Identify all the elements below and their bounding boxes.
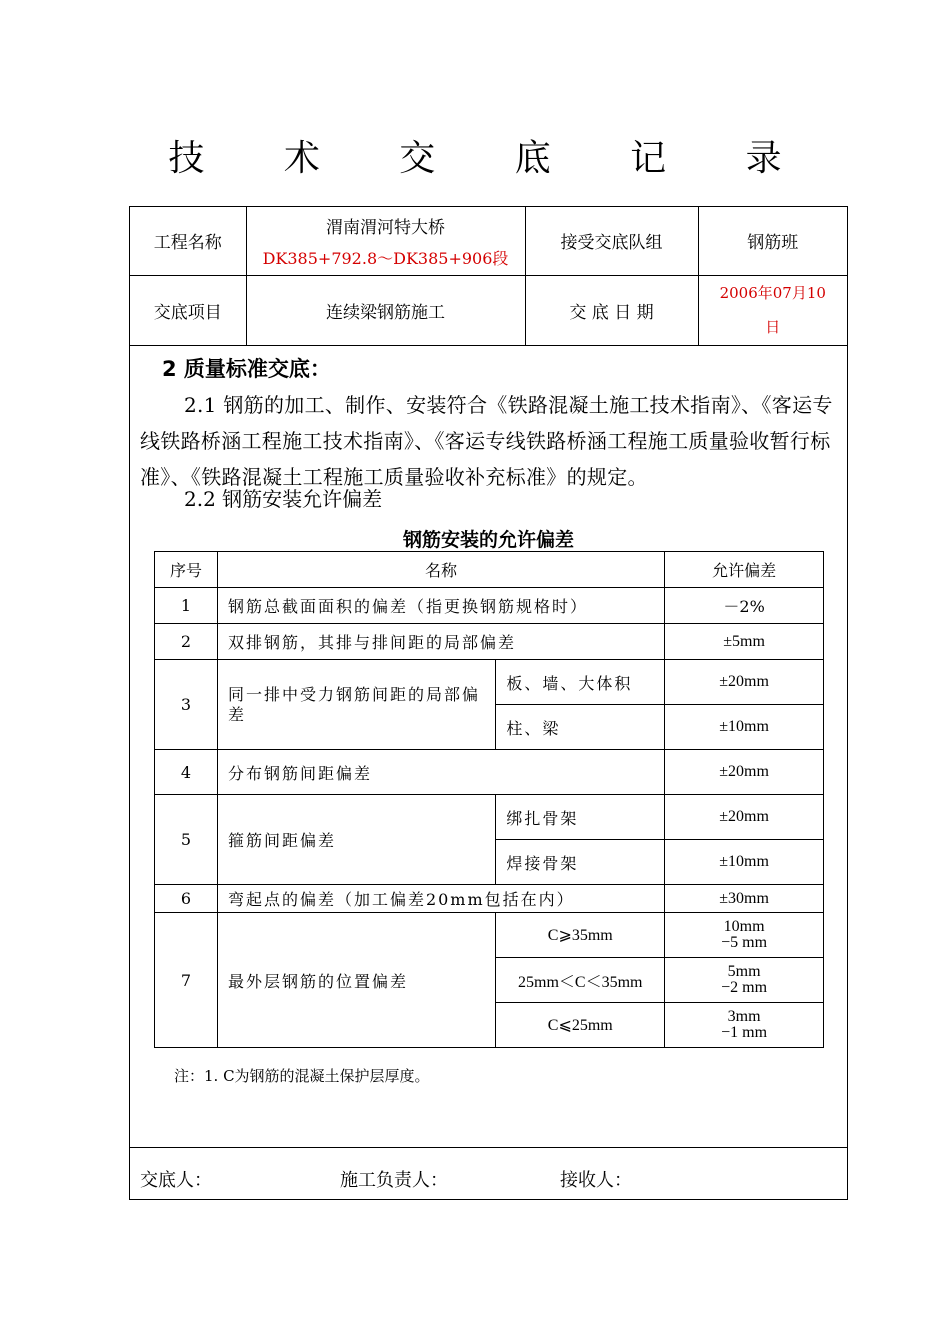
row-tolerance <box>665 913 824 958</box>
row-name: 最外层钢筋的位置偏差 <box>217 913 495 1048</box>
row-subcondition: C⩽25mm <box>496 1003 665 1048</box>
row-subcondition: C⩾35mm <box>496 913 665 958</box>
row-no: 2 <box>155 624 218 660</box>
table-row <box>155 913 824 958</box>
date-line2: 日 <box>765 318 781 336</box>
item-value: 连续梁钢筋施工 <box>246 275 525 345</box>
date-line1: 2006年07月10 <box>719 284 826 302</box>
row-name: 箍筋间距偏差 <box>217 795 495 885</box>
row-no: 4 <box>155 750 218 795</box>
table-row <box>155 588 824 624</box>
row-no: 5 <box>155 795 218 885</box>
row-tolerance: ±30mm <box>665 885 824 913</box>
col-header-name: 名称 <box>217 552 664 588</box>
col-header-tolerance: 允许偏差 <box>665 552 824 588</box>
row-no: 1 <box>155 588 218 624</box>
row-tolerance: ±10mm <box>665 705 824 750</box>
row-name: 分布钢筋间距偏差 <box>217 750 664 795</box>
col-header-no: 序号 <box>155 552 218 588</box>
tolerance-lower: −5 mm <box>721 934 768 951</box>
table-row <box>155 750 824 795</box>
row-no: 7 <box>155 913 218 1048</box>
section-heading: 2 质量标准交底： <box>162 357 331 381</box>
row-subcondition: 焊接骨架 <box>496 840 665 885</box>
tolerance-lower: −2 mm <box>721 979 768 996</box>
table-row <box>155 795 824 840</box>
document-title: 技 术 交 底 记 录 <box>168 138 816 179</box>
tolerance-lower: −1 mm <box>721 1024 768 1041</box>
row-subcondition: 柱、梁 <box>496 705 665 750</box>
record-frame <box>129 206 848 1200</box>
row-name: 双排钢筋，其排与排间距的局部偏差 <box>217 624 664 660</box>
tolerance-upper: 3mm <box>727 1008 761 1025</box>
row-name: 弯起点的偏差（加工偏差20mm包括在内） <box>217 885 664 913</box>
project-name-line2: DK385+792.8～DK385+906段 <box>262 248 509 268</box>
team-value: 钢筋班 <box>698 207 847 275</box>
tolerance-table <box>154 551 824 1048</box>
table-header-row <box>155 552 824 588</box>
row-tolerance: ±20mm <box>665 660 824 705</box>
row-name: 同一排中受力钢筋间距的局部偏差 <box>217 660 495 750</box>
row-name: 钢筋总截面面积的偏差（指更换钢筋规格时） <box>217 588 664 624</box>
section-subheading: 2.2 钢筋安装允许偏差 <box>184 487 383 511</box>
project-name-label: 工程名称 <box>130 207 246 275</box>
table-row <box>155 885 824 913</box>
row-tolerance: ±5mm <box>665 624 824 660</box>
team-label: 接受交底队组 <box>525 207 698 275</box>
row-tolerance <box>665 958 824 1003</box>
date-label: 交 底 日 期 <box>525 275 698 345</box>
table-row <box>155 624 824 660</box>
row-tolerance: －2% <box>665 588 824 624</box>
section-paragraph: 2.1 钢筋的加工、制作、安装符合《铁路混凝土施工技术指南》、《客运专线铁路桥涵工程施工技术指南》、《客运专线铁路桥涵工程施工质量验收暂行标准》、《铁路混凝土工程施工质量验收补充标准》的规定。 <box>140 393 833 489</box>
table-note: 注：1. C为钢筋的混凝土保护层厚度。 <box>174 1067 430 1085</box>
date-value <box>698 275 847 345</box>
row-tolerance: ±10mm <box>665 840 824 885</box>
row-tolerance <box>665 1003 824 1048</box>
row-subcondition: 25mm＜C＜35mm <box>496 958 665 1003</box>
table-title: 钢筋安装的允许偏差 <box>402 529 574 551</box>
project-name-value <box>246 207 525 275</box>
table-row <box>155 660 824 705</box>
supervisor-signature: 施工负责人： <box>340 1170 448 1191</box>
row-tolerance: ±20mm <box>665 795 824 840</box>
tolerance-upper: 5mm <box>727 963 761 980</box>
row-no: 6 <box>155 885 218 913</box>
receiver-signature: 接收人： <box>560 1170 632 1191</box>
presenter-signature: 交底人： <box>140 1170 212 1191</box>
row-no: 3 <box>155 660 218 750</box>
header-table <box>130 207 847 346</box>
tolerance-upper: 10mm <box>723 918 765 935</box>
item-label: 交底项目 <box>130 275 246 345</box>
row-subcondition: 绑扎骨架 <box>496 795 665 840</box>
signature-row <box>130 1147 847 1200</box>
project-name-line1: 渭南渭河特大桥 <box>326 217 445 238</box>
row-subcondition: 板、墙、大体积 <box>496 660 665 705</box>
row-tolerance: ±20mm <box>665 750 824 795</box>
